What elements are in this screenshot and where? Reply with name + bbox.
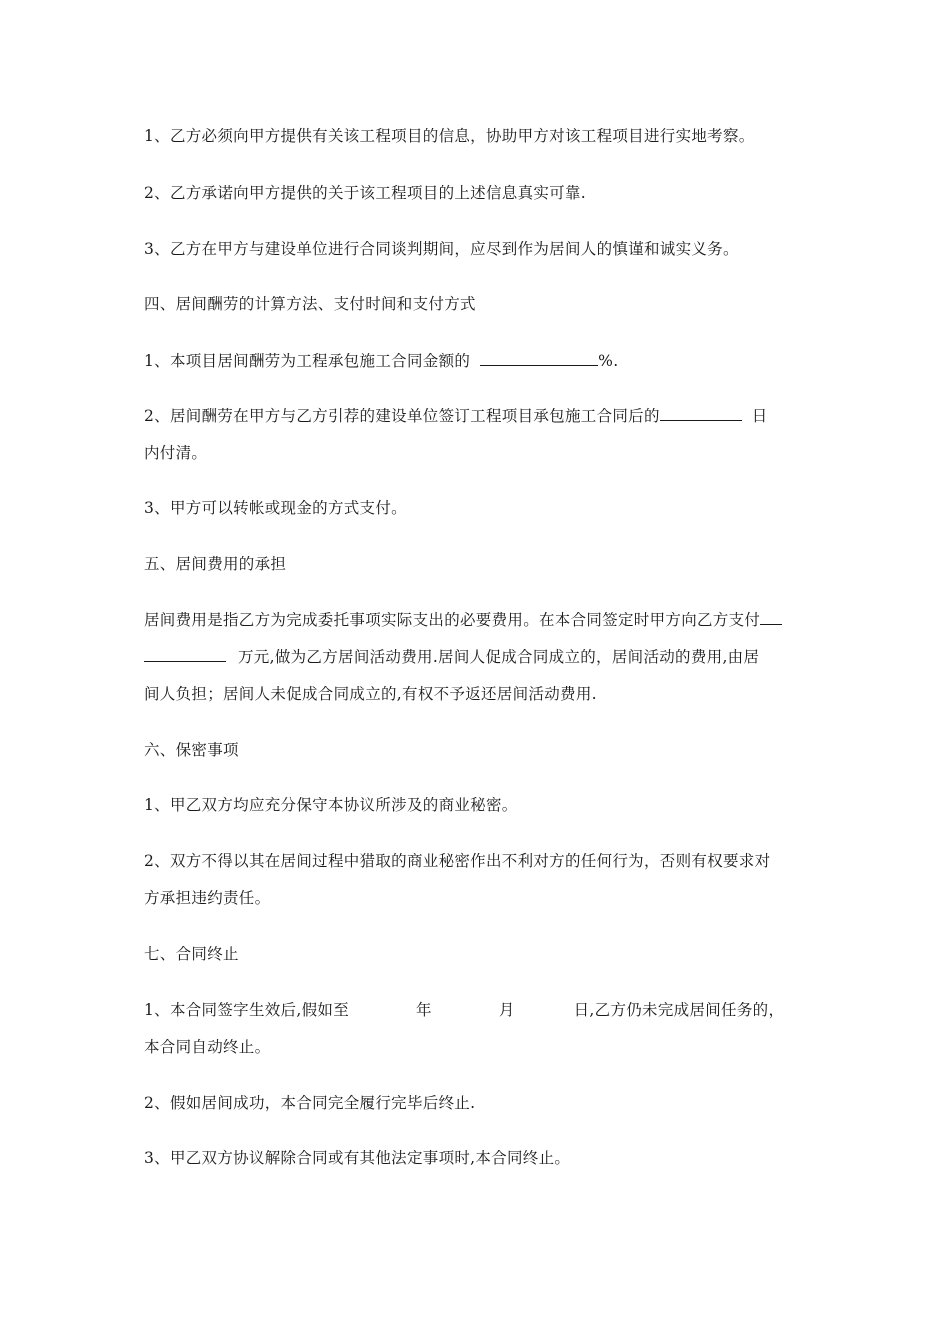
section5-body-line2 [144,639,814,676]
section3-item1 [144,118,814,155]
section6-item2-continuation: 方承担违约责任。 [144,889,271,907]
section5-body-line3 [144,676,814,713]
section4-item2-text: 2、居间酬劳在甲方与乙方引荐的建设单位签订工程项目承包施工合同后的 [144,407,660,425]
section6-item1 [144,787,814,824]
section4-heading-text: 四、居间酬劳的计算方法、支付时间和支付方式 [144,295,476,313]
section7-item2-text: 2、假如居间成功，本合同完全履行完毕后终止. [144,1094,476,1112]
section6-heading-text: 六、保密事项 [144,741,239,759]
fee-amount-blank-part1 [760,606,782,625]
section5-body-text: 居间费用是指乙方为完成委托事项实际支出的必要费用。在本合同签定时甲方向乙方支付 [144,611,761,629]
section6-heading [144,732,814,769]
section5-body-end: 间人负担；居间人未促成合同成立的,有权不予返还居间活动费用. [144,685,597,703]
section5-body-line1 [144,602,814,639]
section4-heading [144,286,814,323]
section4-item2-line1 [144,398,814,435]
section4-item1-suffix: %. [598,352,619,370]
section7-item1-day: 日,乙方仍未完成居间任务的， [573,1001,785,1019]
section6-item2-line2 [144,880,814,917]
section3-item2-text: 2、乙方承诺向甲方提供的关于该工程项目的上述信息真实可靠. [144,184,586,202]
section7-item1-continuation: 本合同自动终止。 [144,1038,271,1056]
section7-item3-text: 3、甲乙双方协议解除合同或有其他法定事项时,本合同终止。 [144,1149,571,1167]
section7-item1-year: 年 [416,1001,432,1019]
section3-item3-text: 3、乙方在甲方与建设单位进行合同谈判期间，应尽到作为居间人的慎谨和诚实义务。 [144,240,739,258]
section7-heading [144,936,814,973]
section4-item3 [144,490,814,527]
section5-heading [144,546,814,583]
section7-item1-line1 [144,992,814,1029]
section7-item2 [144,1085,814,1122]
payment-days-blank [660,402,742,421]
section7-item1-text: 1、本合同签字生效后,假如至 [144,1001,349,1019]
section5-body-continuation: 万元,做为乙方居间活动费用.居间人促成合同成立的，居间活动的费用,由居 [238,648,760,666]
section3-item3 [144,231,814,268]
section6-item2-text: 2、双方不得以其在居间过程中猎取的商业秘密作出不利对方的任何行为，否则有权要求对 [144,852,771,870]
section3-item2 [144,175,814,212]
section6-item1-text: 1、甲乙双方均应充分保守本协议所涉及的商业秘密。 [144,796,518,814]
section7-item1-month: 月 [498,1001,515,1019]
section4-item3-text: 3、甲方可以转帐或现金的方式支付。 [144,499,407,517]
section7-item3 [144,1140,814,1177]
section7-item1-line2 [144,1029,814,1066]
fee-amount-blank-part2 [144,643,226,662]
section4-item2-line2 [144,435,814,472]
section7-heading-text: 七、合同终止 [144,945,239,963]
section4-item1-text: 1、本项目居间酬劳为工程承包施工合同金额的 [144,352,471,370]
section6-item2-line1 [144,843,814,880]
section4-item2-continuation: 内付清。 [144,444,208,462]
section4-item1 [144,343,814,380]
section5-heading-text: 五、居间费用的承担 [144,555,287,573]
section3-item1-text: 1、乙方必须向甲方提供有关该工程项目的信息，协助甲方对该工程项目进行实地考察。 [144,127,755,145]
commission-percent-blank [480,347,598,366]
section4-item2-day: 日 [751,407,768,425]
